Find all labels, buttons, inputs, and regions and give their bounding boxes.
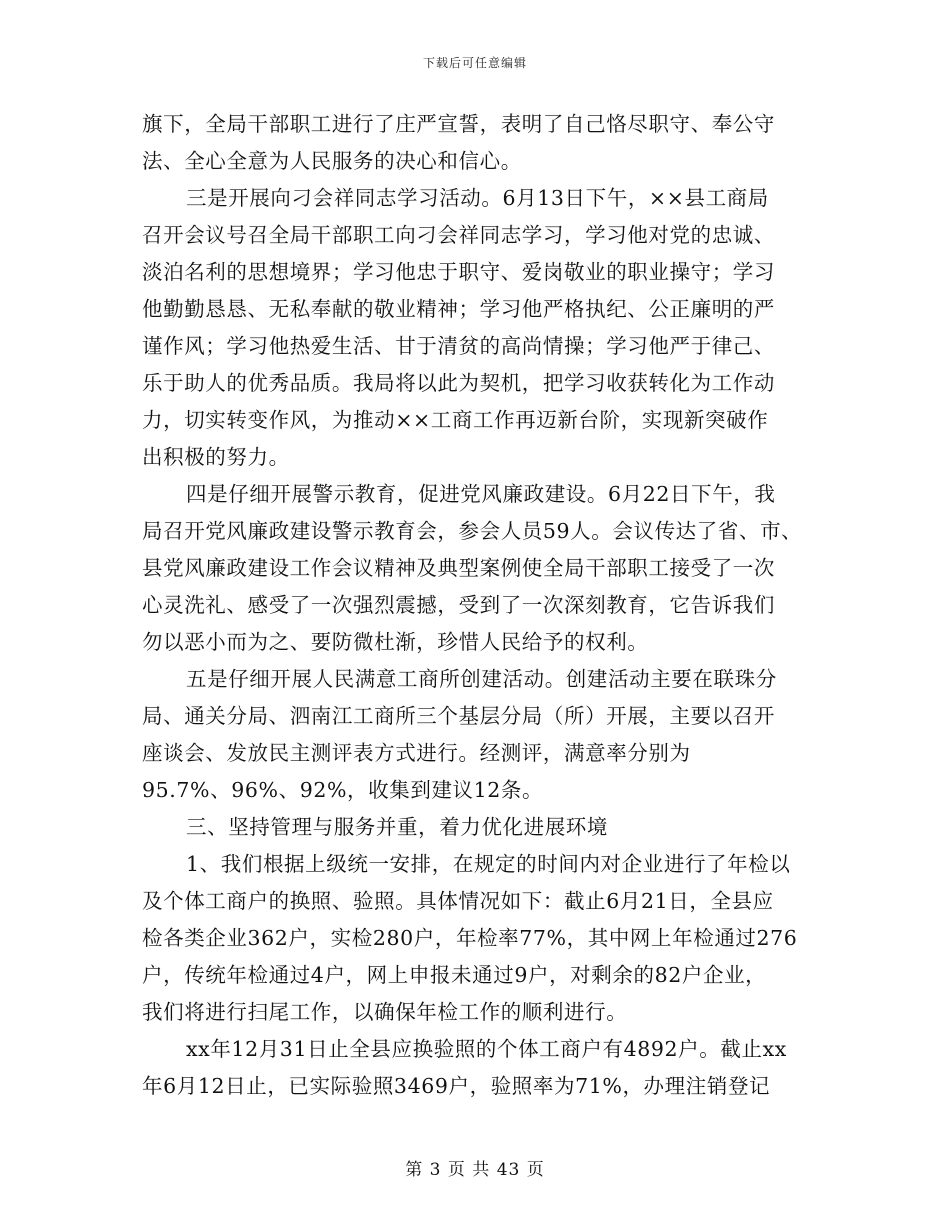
text-line: 心灵洗礼、感受了一次强烈震撼，受到了一次深刻教育，它告诉我们: [142, 593, 775, 617]
text-line: 出积极的努力。: [142, 445, 290, 469]
text-line: 座谈会、发放民主测评表方式进行。经测评，满意率分别为: [142, 741, 691, 765]
text-line: 户，传统年检通过4户，网上申报未通过9户，对剩余的82户企业，: [142, 963, 767, 987]
page-header: 下载后可任意编辑: [422, 56, 527, 70]
paragraph-start-line: 1、我们根据上级统一安排，在规定的时间内对企业进行了年检以: [186, 852, 791, 876]
text-line: 我们将进行扫尾工作，以确保年检工作的顺利进行。: [142, 1000, 628, 1024]
text-line: 法、全心全意为人民服务的决心和信心。: [142, 149, 522, 173]
text-line: 力，切实转变作风，为推动××工商工作再迈新台阶，实现新突破作: [142, 408, 769, 432]
text-line: 检各类企业362户，实检280户，年检率77%，其中网上年检通过276: [142, 926, 798, 950]
text-line: 他勤勤恳恳、无私奉献的敬业精神；学习他严格执纪、公正廉明的严: [142, 297, 775, 321]
text-line: 乐于助人的优秀品质。我局将以此为契机，把学习收获转化为工作动: [142, 371, 775, 395]
text-line: 年6月12日止，已实际验照3469户，验照率为71%，办理注销登记: [142, 1074, 771, 1098]
document-body: [142, 106, 822, 1105]
paragraph-start-line: 五是仔细开展人民满意工商所创建活动。创建活动主要在联珠分: [186, 667, 777, 691]
text-line: 谨作风；学习他热爱生活、甘于清贫的高尚情操；学习他严于律己、: [142, 334, 775, 358]
paragraph-start-line: 四是仔细开展警示教育，促进党风廉政建设。6月22日下午，我: [186, 482, 776, 506]
text-line: 勿以恶小而为之、要防微杜渐，珍惜人民给予的权利。: [142, 630, 649, 654]
paragraph-start-line: 三是开展向刁会祥同志学习活动。6月13日下午，××县工商局: [186, 186, 769, 210]
text-line: 95.7%、96%、92%，收集到建议12条。: [142, 778, 544, 802]
text-line: 召开会议号召全局干部职工向刁会祥同志学习，学习他对党的忠诚、: [142, 223, 775, 247]
text-line: 及个体工商户的换照、验照。具体情况如下：截止6月21日，全县应: [142, 889, 774, 913]
text-line: 县党风廉政建设工作会议精神及典型案例使全局干部职工接受了一次: [142, 556, 775, 580]
text-line: 淡泊名利的思想境界；学习他忠于职守、爱岗敬业的职业操守；学习: [142, 260, 775, 284]
paragraph-start-line: xx年12月31日止全县应换验照的个体工商户有4892户。截止xx: [186, 1037, 787, 1061]
text-line: 局召开党风廉政建设警示教育会，参会人员59人。会议传达了省、市、: [142, 519, 803, 543]
text-line: 旗下，全局干部职工进行了庄严宣誓，表明了自己恪尽职守、奉公守: [142, 112, 775, 136]
page-footer: 第 3 页 共 43 页: [405, 1160, 545, 1180]
text-line: 局、通关分局、泗南江工商所三个基层分局（所）开展，主要以召开: [142, 704, 775, 728]
section-heading: 三、坚持管理与服务并重，着力优化进展环境: [186, 815, 608, 839]
